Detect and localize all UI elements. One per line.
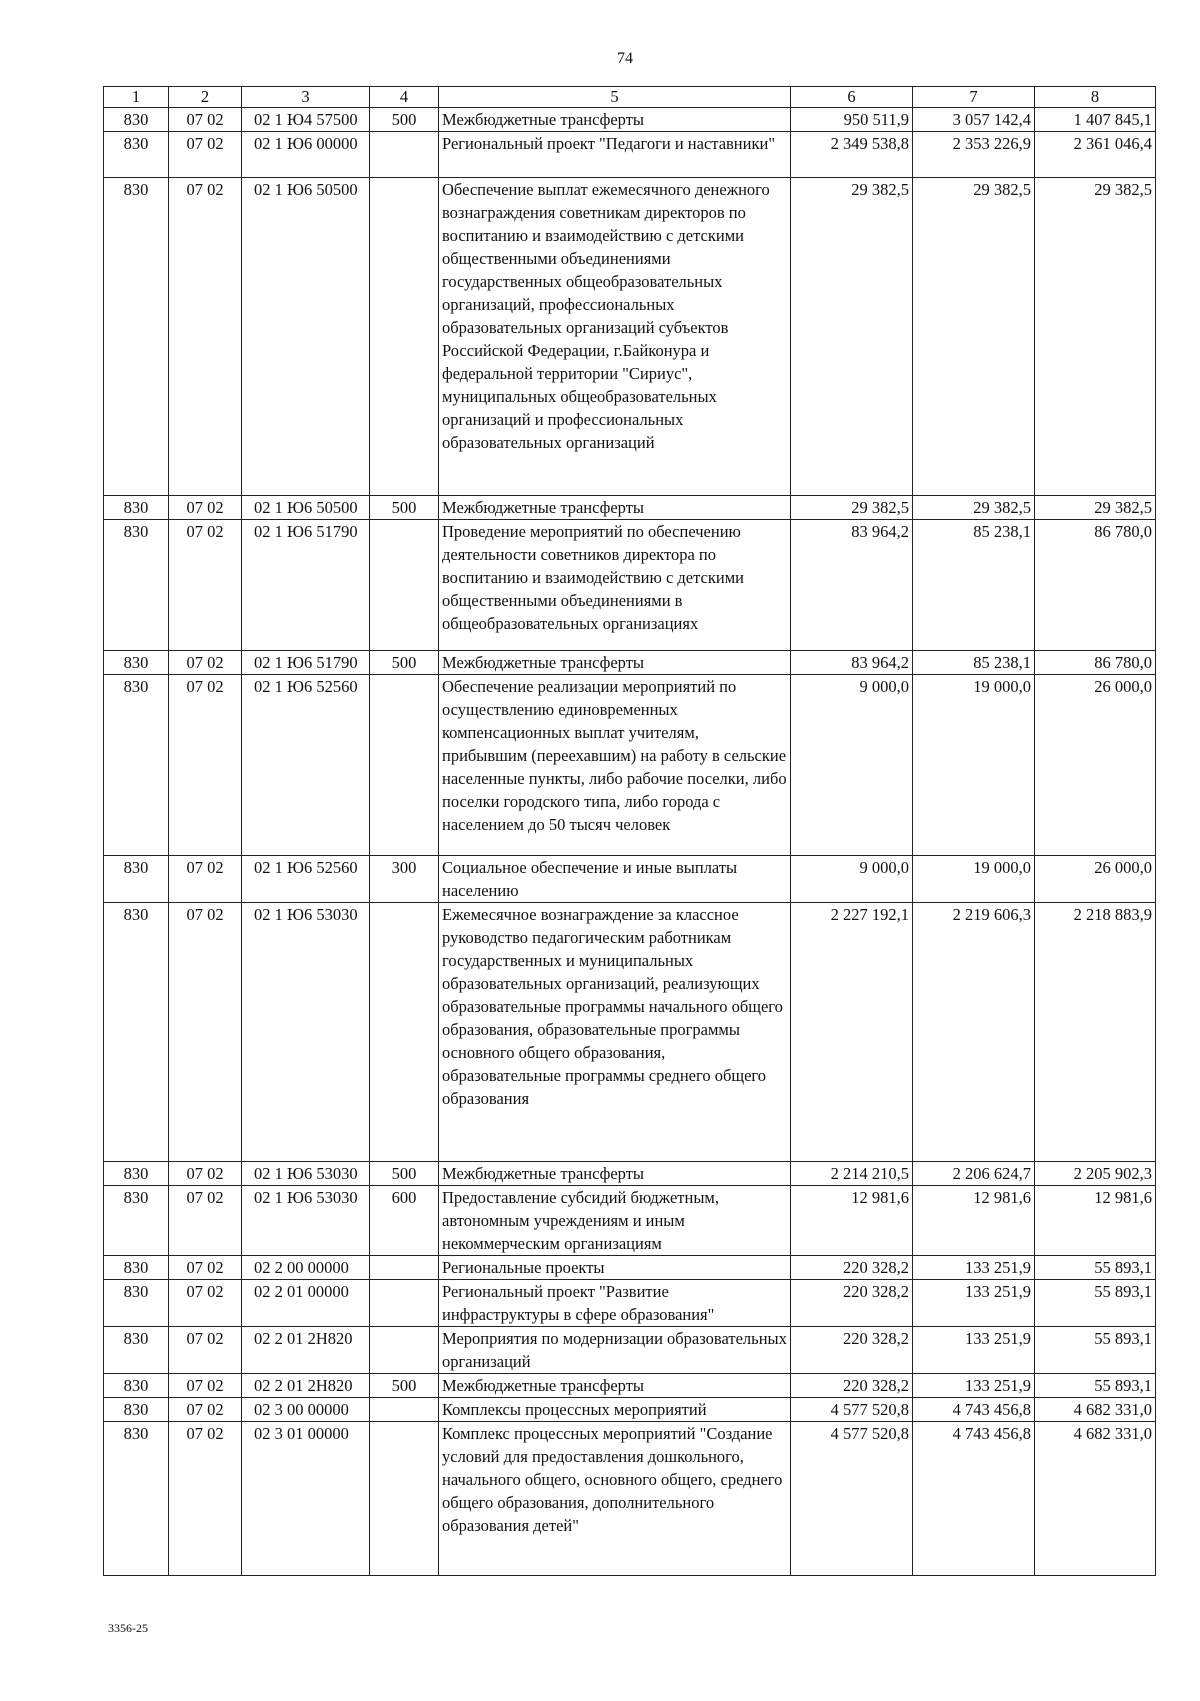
amount-2027-cell: 55 893,1	[1035, 1327, 1156, 1374]
amount-2025-cell: 4 577 520,8	[791, 1398, 913, 1422]
amount-2026-cell: 29 382,5	[913, 496, 1035, 520]
section-code-cell: 07 02	[169, 132, 242, 178]
expense-type-code-cell	[370, 132, 439, 178]
item-name-cell: Региональные проекты	[439, 1256, 791, 1280]
expense-type-code-cell	[370, 1327, 439, 1374]
amount-2027-cell: 2 205 902,3	[1035, 1162, 1156, 1186]
amount-2027-cell: 26 000,0	[1035, 675, 1156, 856]
table-row	[104, 520, 1156, 651]
item-name-cell: Региональный проект "Развитие инфраструктуры в сфере образования"	[439, 1280, 791, 1327]
table-header-row	[104, 87, 1156, 108]
item-name-cell: Межбюджетные трансферты	[439, 1374, 791, 1398]
target-article-code-cell: 02 1 Ю6 50500	[242, 178, 370, 496]
expense-type-code-cell	[370, 1280, 439, 1327]
budget-table	[103, 86, 1156, 1576]
target-article-code-cell: 02 2 01 2Н820	[242, 1327, 370, 1374]
column-header: 5	[439, 87, 791, 108]
amount-2026-cell: 12 981,6	[913, 1186, 1035, 1256]
section-code-cell: 07 02	[169, 1186, 242, 1256]
expense-type-code-cell	[370, 1398, 439, 1422]
table-row	[104, 1162, 1156, 1186]
amount-2027-cell: 55 893,1	[1035, 1374, 1156, 1398]
target-article-code-cell: 02 2 00 00000	[242, 1256, 370, 1280]
expense-type-code-cell	[370, 1256, 439, 1280]
section-code-cell: 07 02	[169, 1280, 242, 1327]
section-code-cell: 07 02	[169, 1422, 242, 1576]
column-header: 7	[913, 87, 1035, 108]
amount-2027-cell: 12 981,6	[1035, 1186, 1156, 1256]
amount-2025-cell: 9 000,0	[791, 856, 913, 903]
kvsr-code-cell: 830	[104, 1374, 169, 1398]
amount-2025-cell: 220 328,2	[791, 1280, 913, 1327]
amount-2027-cell: 1 407 845,1	[1035, 108, 1156, 132]
item-name-cell: Предоставление субсидий бюджетным, автономным учреждениям и иным некоммерческим организациям	[439, 1186, 791, 1256]
expense-type-code-cell: 300	[370, 856, 439, 903]
column-header: 3	[242, 87, 370, 108]
amount-2027-cell: 26 000,0	[1035, 856, 1156, 903]
section-code-cell: 07 02	[169, 108, 242, 132]
amount-2025-cell: 950 511,9	[791, 108, 913, 132]
amount-2026-cell: 2 206 624,7	[913, 1162, 1035, 1186]
document-code: 3356-25	[108, 1621, 148, 1635]
target-article-code-cell: 02 1 Ю6 51790	[242, 651, 370, 675]
expense-type-code-cell	[370, 675, 439, 856]
section-code-cell: 07 02	[169, 1374, 242, 1398]
amount-2025-cell: 220 328,2	[791, 1256, 913, 1280]
target-article-code-cell: 02 1 Ю6 52560	[242, 856, 370, 903]
amount-2027-cell: 86 780,0	[1035, 520, 1156, 651]
amount-2026-cell: 4 743 456,8	[913, 1398, 1035, 1422]
item-name-cell: Социальное обеспечение и иные выплаты населению	[439, 856, 791, 903]
expense-type-code-cell	[370, 903, 439, 1162]
amount-2025-cell: 12 981,6	[791, 1186, 913, 1256]
kvsr-code-cell: 830	[104, 903, 169, 1162]
amount-2025-cell: 2 214 210,5	[791, 1162, 913, 1186]
section-code-cell: 07 02	[169, 1162, 242, 1186]
amount-2027-cell: 2 218 883,9	[1035, 903, 1156, 1162]
column-header: 8	[1035, 87, 1156, 108]
section-code-cell: 07 02	[169, 1398, 242, 1422]
amount-2026-cell: 19 000,0	[913, 856, 1035, 903]
kvsr-code-cell: 830	[104, 496, 169, 520]
kvsr-code-cell: 830	[104, 1422, 169, 1576]
table-row	[104, 1280, 1156, 1327]
item-name-cell: Региональный проект "Педагоги и наставники"	[439, 132, 791, 178]
amount-2026-cell: 2 219 606,3	[913, 903, 1035, 1162]
amount-2026-cell: 85 238,1	[913, 520, 1035, 651]
kvsr-code-cell: 830	[104, 856, 169, 903]
amount-2027-cell: 86 780,0	[1035, 651, 1156, 675]
item-name-cell: Мероприятия по модернизации образовательных организаций	[439, 1327, 791, 1374]
item-name-cell: Обеспечение реализации мероприятий по осуществлению единовременных компенсационных выплат учителям, прибывшим (переехавшим) на работу в сельские населенные пункты, либо рабочие поселки, либо поселки городского типа, либо города с населением до 50 тысяч человек	[439, 675, 791, 856]
item-name-cell: Комплексы процессных мероприятий	[439, 1398, 791, 1422]
item-name-cell: Межбюджетные трансферты	[439, 1162, 791, 1186]
expense-type-code-cell	[370, 520, 439, 651]
item-name-cell: Комплекс процессных мероприятий "Создание условий для предоставления дошкольного, начального общего, основного общего, среднего общего образования, дополнительного образования детей"	[439, 1422, 791, 1576]
target-article-code-cell: 02 2 01 00000	[242, 1280, 370, 1327]
column-header: 4	[370, 87, 439, 108]
section-code-cell: 07 02	[169, 903, 242, 1162]
page-number: 74	[617, 50, 633, 67]
amount-2026-cell: 85 238,1	[913, 651, 1035, 675]
section-code-cell: 07 02	[169, 1256, 242, 1280]
expense-type-code-cell: 600	[370, 1186, 439, 1256]
amount-2027-cell: 2 361 046,4	[1035, 132, 1156, 178]
kvsr-code-cell: 830	[104, 1280, 169, 1327]
amount-2026-cell: 2 353 226,9	[913, 132, 1035, 178]
target-article-code-cell: 02 1 Ю6 51790	[242, 520, 370, 651]
table-row	[104, 903, 1156, 1162]
amount-2025-cell: 220 328,2	[791, 1327, 913, 1374]
amount-2027-cell: 55 893,1	[1035, 1280, 1156, 1327]
section-code-cell: 07 02	[169, 651, 242, 675]
kvsr-code-cell: 830	[104, 1256, 169, 1280]
amount-2026-cell: 133 251,9	[913, 1280, 1035, 1327]
amount-2026-cell: 4 743 456,8	[913, 1422, 1035, 1576]
section-code-cell: 07 02	[169, 1327, 242, 1374]
amount-2026-cell: 133 251,9	[913, 1327, 1035, 1374]
amount-2025-cell: 83 964,2	[791, 520, 913, 651]
item-name-cell: Обеспечение выплат ежемесячного денежного вознаграждения советникам директоров по воспитанию и взаимодействию с детскими общественными объединениями государственных общеобразовательных организаций, профессиональных образовательных организаций субъектов Российской Федерации, г.Байконура и федеральной территории "Сириус", муниципальных общеобразовательных организаций и профессиональных образовательных организаций	[439, 178, 791, 496]
amount-2027-cell: 29 382,5	[1035, 178, 1156, 496]
target-article-code-cell: 02 1 Ю6 53030	[242, 1186, 370, 1256]
amount-2026-cell: 133 251,9	[913, 1256, 1035, 1280]
target-article-code-cell: 02 1 Ю4 57500	[242, 108, 370, 132]
amount-2025-cell: 29 382,5	[791, 178, 913, 496]
table-row	[104, 1186, 1156, 1256]
item-name-cell: Межбюджетные трансферты	[439, 496, 791, 520]
kvsr-code-cell: 830	[104, 1398, 169, 1422]
item-name-cell: Проведение мероприятий по обеспечению деятельности советников директора по воспитанию и взаимодействию с детскими общественными объединениями в общеобразовательных организациях	[439, 520, 791, 651]
item-name-cell: Межбюджетные трансферты	[439, 651, 791, 675]
table-row	[104, 1422, 1156, 1576]
table-row	[104, 178, 1156, 496]
section-code-cell: 07 02	[169, 675, 242, 856]
expense-type-code-cell: 500	[370, 1162, 439, 1186]
table-row	[104, 1256, 1156, 1280]
amount-2025-cell: 2 227 192,1	[791, 903, 913, 1162]
section-code-cell: 07 02	[169, 520, 242, 651]
amount-2026-cell: 19 000,0	[913, 675, 1035, 856]
table-row	[104, 496, 1156, 520]
target-article-code-cell: 02 1 Ю6 53030	[242, 903, 370, 1162]
section-code-cell: 07 02	[169, 496, 242, 520]
expense-type-code-cell	[370, 178, 439, 496]
amount-2026-cell: 3 057 142,4	[913, 108, 1035, 132]
amount-2026-cell: 29 382,5	[913, 178, 1035, 496]
target-article-code-cell: 02 1 Ю6 00000	[242, 132, 370, 178]
amount-2025-cell: 29 382,5	[791, 496, 913, 520]
amount-2025-cell: 83 964,2	[791, 651, 913, 675]
expense-type-code-cell: 500	[370, 496, 439, 520]
section-code-cell: 07 02	[169, 856, 242, 903]
kvsr-code-cell: 830	[104, 675, 169, 856]
table-row	[104, 675, 1156, 856]
kvsr-code-cell: 830	[104, 178, 169, 496]
target-article-code-cell: 02 1 Ю6 50500	[242, 496, 370, 520]
table-row	[104, 1327, 1156, 1374]
amount-2025-cell: 9 000,0	[791, 675, 913, 856]
amount-2027-cell: 4 682 331,0	[1035, 1398, 1156, 1422]
column-header: 1	[104, 87, 169, 108]
target-article-code-cell: 02 1 Ю6 53030	[242, 1162, 370, 1186]
item-name-cell: Ежемесячное вознаграждение за классное руководство педагогическим работникам государственных и муниципальных образовательных организаций, реализующих образовательные программы начального общего образования, образовательные программы основного общего образования, образовательные программы среднего общего образования	[439, 903, 791, 1162]
expense-type-code-cell: 500	[370, 108, 439, 132]
target-article-code-cell: 02 3 01 00000	[242, 1422, 370, 1576]
column-header: 2	[169, 87, 242, 108]
target-article-code-cell: 02 3 00 00000	[242, 1398, 370, 1422]
kvsr-code-cell: 830	[104, 1162, 169, 1186]
kvsr-code-cell: 830	[104, 132, 169, 178]
amount-2025-cell: 4 577 520,8	[791, 1422, 913, 1576]
amount-2027-cell: 55 893,1	[1035, 1256, 1156, 1280]
amount-2025-cell: 220 328,2	[791, 1374, 913, 1398]
kvsr-code-cell: 830	[104, 108, 169, 132]
amount-2027-cell: 29 382,5	[1035, 496, 1156, 520]
amount-2027-cell: 4 682 331,0	[1035, 1422, 1156, 1576]
table-row	[104, 108, 1156, 132]
table-row	[104, 856, 1156, 903]
target-article-code-cell: 02 1 Ю6 52560	[242, 675, 370, 856]
column-header: 6	[791, 87, 913, 108]
table-row	[104, 1374, 1156, 1398]
table-row	[104, 132, 1156, 178]
expense-type-code-cell: 500	[370, 651, 439, 675]
amount-2025-cell: 2 349 538,8	[791, 132, 913, 178]
expense-type-code-cell: 500	[370, 1374, 439, 1398]
kvsr-code-cell: 830	[104, 1186, 169, 1256]
kvsr-code-cell: 830	[104, 651, 169, 675]
item-name-cell: Межбюджетные трансферты	[439, 108, 791, 132]
expense-type-code-cell	[370, 1422, 439, 1576]
section-code-cell: 07 02	[169, 178, 242, 496]
kvsr-code-cell: 830	[104, 520, 169, 651]
table-row	[104, 651, 1156, 675]
table-row	[104, 1398, 1156, 1422]
amount-2026-cell: 133 251,9	[913, 1374, 1035, 1398]
kvsr-code-cell: 830	[104, 1327, 169, 1374]
target-article-code-cell: 02 2 01 2Н820	[242, 1374, 370, 1398]
